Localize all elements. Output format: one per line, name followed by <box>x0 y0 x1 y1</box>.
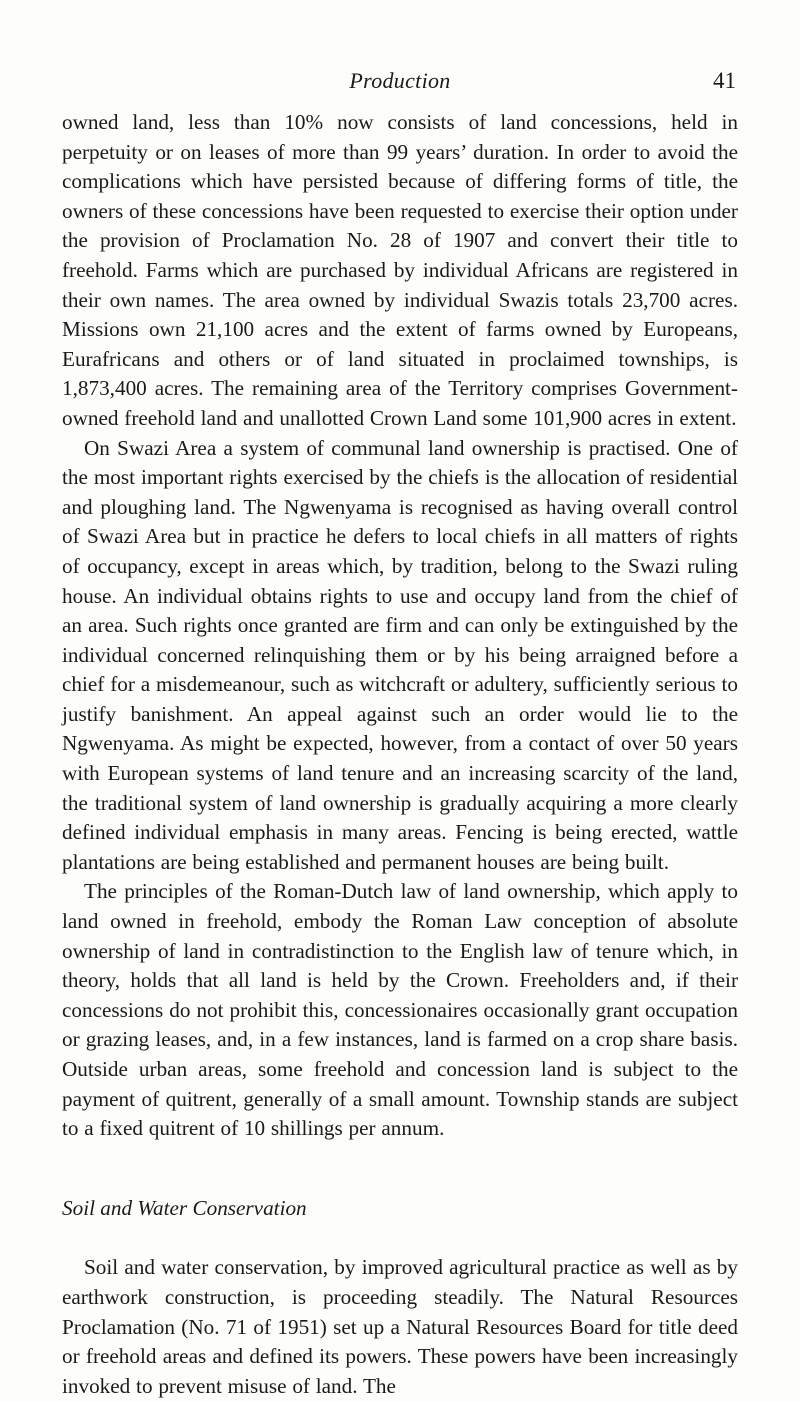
body-text <box>62 108 738 1401</box>
running-header <box>62 68 738 108</box>
paragraph-soil-water-conservation: Soil and water conservation, by improved agricultural practice as well as by earthwork construction, is proceeding steadily. The Natural Resources Proclamation (No. 71 of 1951) set up a Natural Resources Board for title deed or freehold areas and defined its powers. These powers have been increasingly invoked to prevent misuse of land. The <box>62 1255 738 1398</box>
running-title: Production <box>349 68 451 93</box>
paragraph-communal-ownership: On Swazi Area a system of communal land ownership is practised. One of the most important rights exercised by the chiefs is the allocation of residential and ploughing land. The Ngwenyama is recognised as having overall control of Swazi Area but in practice he defers to local chiefs in all matters of rights of occupancy, except in areas which, by tradition, belong to the Swazi ruling house. An individual obtains rights to use and occupy land from the chief of an area. Such rights once granted are firm and can only be extinguished by the individual concerned relinquishing them or by his being arraigned before a chief for a misdemeanour, such as witchcraft or adultery, sufficiently serious to justify banishment. An appeal against such an order would lie to the Ngwenyama. As might be expected, however, from a contact of over 50 years with European systems of land tenure and an increasing scarcity of the land, the traditional system of land ownership is gradually acquiring a more clearly defined individual emphasis in many areas. Fencing is being erected, wattle plantations are being established and permanent houses are being built. <box>62 435 738 874</box>
page-number: 41 <box>713 68 736 93</box>
section-heading-soil-water: Soil and Water Conservation <box>62 1195 307 1220</box>
paragraph-roman-dutch-law: The principles of the Roman-Dutch law of land ownership, which apply to land owned in freehold, embody the Roman Law conception of absolute ownership of land in contradistinction to the English law of tenure which, in theory, holds that all land is held by the Crown. Freeholders and, if their concessions do not prohibit this, concessionaires occasionally grant occupation or grazing leases, and, in a few instances, land is farmed on a crop share basis. Outside urban areas, some freehold and concession land is subject to the payment of quitrent, generally of a small amount. Township stands are subject to a fixed quitrent of 10 shillings per annum. <box>62 879 738 1141</box>
book-page <box>62 68 738 1401</box>
paragraph-land-concessions: owned land, less than 10% now consists of land concessions, held in perpetuity or on leases of more than 99 years’ duration. In order to avoid the complications which have persisted because of differing forms of title, the owners of these concessions have been requested to exercise their option under the provision of Proclamation No. 28 of 1907 and convert their title to freehold. Farms which are purchased by individual Africans are registered in their own names. The area owned by individual Swazis totals 23,700 acres. Missions own 21,100 acres and the extent of farms owned by Europeans, Eurafricans and others or of land situated in proclaimed townships, is 1,873,400 acres. The remaining area of the Territory comprises Government-owned freehold land and unallotted Crown Land some 101,900 acres in extent. <box>62 110 738 430</box>
